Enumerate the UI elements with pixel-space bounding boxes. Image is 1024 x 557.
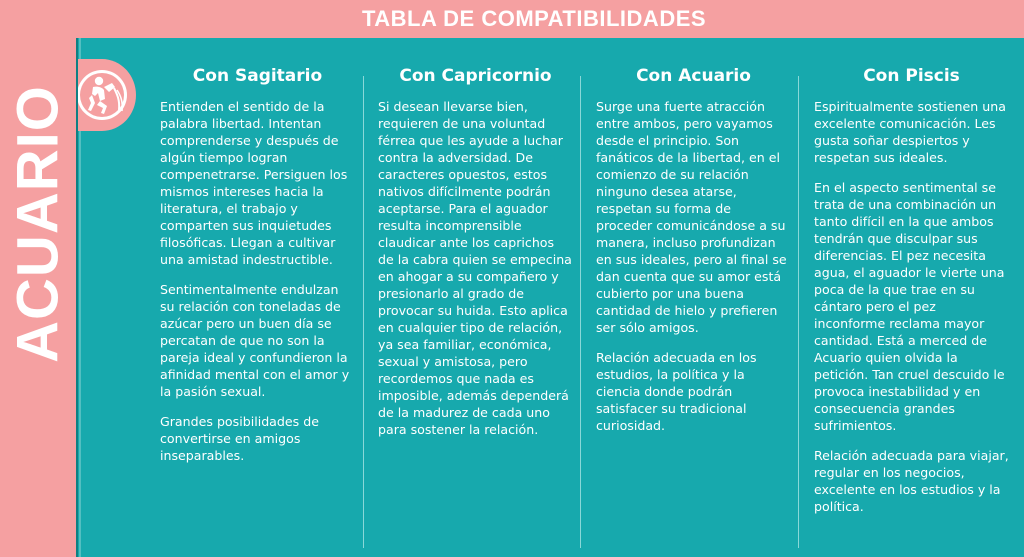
column-paragraph: Surge una fuerte atracción entre ambos, pero vayamos desde el principio. Son fanáticos de la libertad, en el comienzo de su relación ninguno desea atarse, respetan su forma de proceder comunicándose a su manera, incluso profundizan en sus ideales, pero al final se dan cuenta que su amor está cubierto por una buena cantidad de hielo y prefieren ser sólo amigos. bbox=[596, 99, 787, 335]
sign-name: ACUARIO bbox=[5, 85, 71, 363]
column-title-piscis: Con Piscis bbox=[863, 66, 960, 86]
header-bar bbox=[0, 0, 1024, 38]
aquarius-water-bearer-icon bbox=[78, 59, 136, 131]
column-paragraph: Relación adecuada para viajar, regular en los negocios, excelente en los estudios y la política. bbox=[814, 448, 1009, 514]
column-paragraph: Entienden el sentido de la palabra libertad. Intentan comprenderse y después de algún tiempo logran compenetrarse. Persiguen los mismos intereses hacia la literatura, el trabajo y comparten sus inquietudes filosóficas. Llegan a cultivar una amistad indestructible. bbox=[160, 99, 348, 267]
page-title: TABLA DE COMPATIBILIDADES bbox=[361, 6, 707, 31]
column-sagitario bbox=[160, 66, 355, 477]
column-capricornio bbox=[378, 66, 573, 451]
column-divider bbox=[363, 76, 364, 548]
column-piscis bbox=[814, 66, 1009, 528]
sign-sidebar bbox=[0, 38, 78, 557]
column-divider bbox=[798, 76, 799, 548]
column-title-sagitario: Con Sagitario bbox=[192, 66, 323, 86]
column-acuario bbox=[596, 66, 791, 447]
column-title-capricornio: Con Capricornio bbox=[399, 66, 552, 86]
column-paragraph: Sentimentalmente endulzan su relación con toneladas de azúcar pero un buen día se percatan de que no son la pareja ideal y confundieron la afinidad mental con el amor y la pasión sexual. bbox=[160, 282, 350, 399]
column-paragraph: Relación adecuada en los estudios, la política y la ciencia donde podrán satisfacer su tradicional curiosidad. bbox=[596, 350, 757, 433]
column-divider bbox=[580, 76, 581, 548]
column-paragraph: Si desean llevarse bien, requieren de una voluntad férrea que les ayude a luchar contra la adversidad. De caracteres opuestos, estos nativos difícilmente podrán aceptarse. Para el aguador resulta incomprensible claudicar ante los caprichos de la cabra quien se empecina en ahogar a su compañero y presionarlo al grado de provocar su huida. Esto aplica en cualquier tipo de relación, ya sea familiar, económica, sexual y amistosa, pero recordemos que nada es imposible, además dependerá de la madurez de cada uno para sostener la relación. bbox=[378, 99, 572, 437]
column-paragraph: Espiritualmente sostienen una excelente comunicación. Les gusta soñar despiertos y respetan sus ideales. bbox=[814, 99, 1006, 165]
column-paragraph: En el aspecto sentimental se trata de una combinación un tanto difícil en la que ambos tendrán que disculpar sus diferencias. El pez necesita agua, el aguador le vierte una poca de la que trae en su cántaro pero el pez inconforme reclama mayor cantidad. Está a merced de Acuario quien olvida la petición. Tan cruel descuido le provoca inestabilidad y en consecuencia grandes sufrimientos. bbox=[814, 180, 1005, 433]
column-paragraph: Grandes posibilidades de convertirse en amigos inseparables. bbox=[160, 414, 319, 463]
column-title-acuario: Con Acuario bbox=[636, 66, 751, 86]
